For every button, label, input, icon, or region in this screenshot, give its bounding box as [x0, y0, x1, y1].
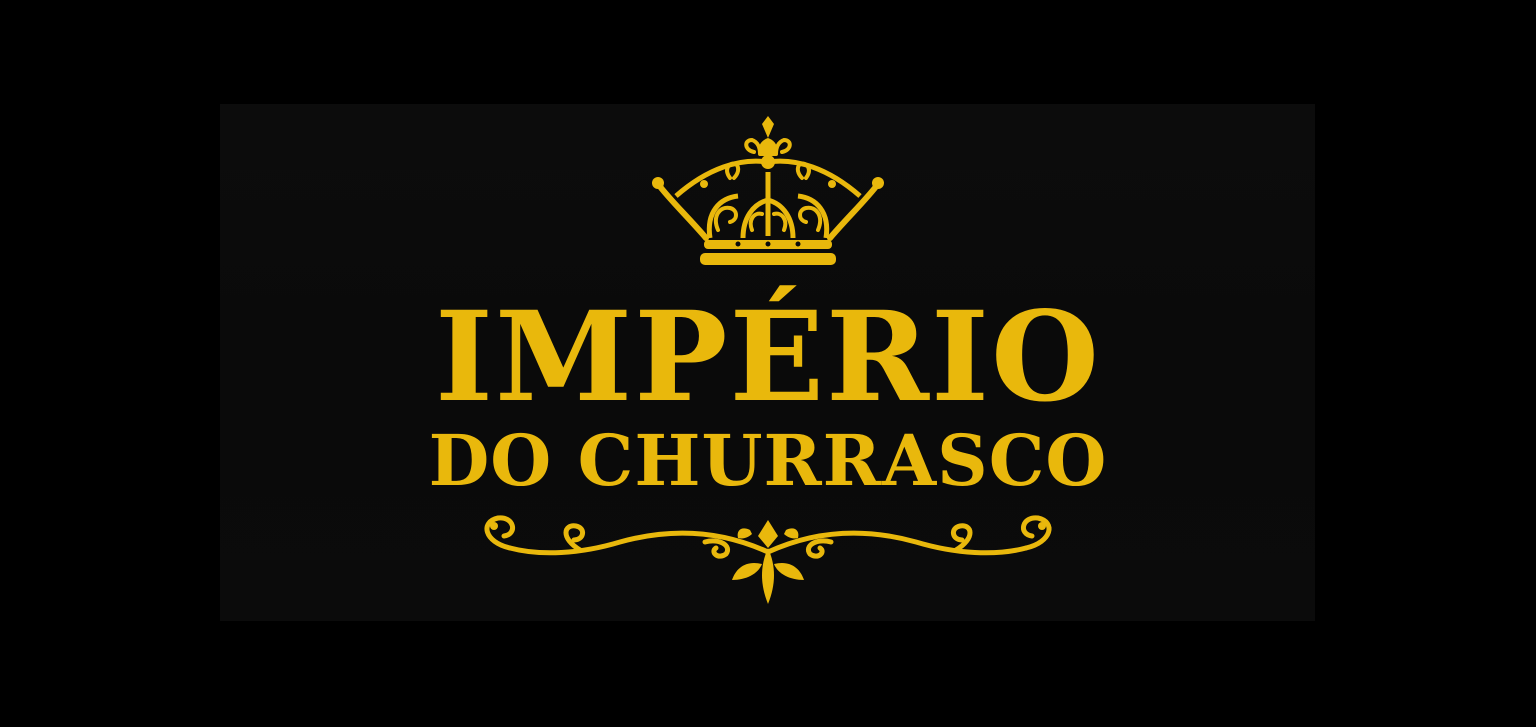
logo-title: IMPÉRIO — [434, 285, 1102, 430]
logo-subtitle: DO CHURRASCO — [428, 419, 1108, 502]
scroll-flourish-icon — [470, 508, 1066, 612]
crown-icon — [648, 112, 888, 272]
